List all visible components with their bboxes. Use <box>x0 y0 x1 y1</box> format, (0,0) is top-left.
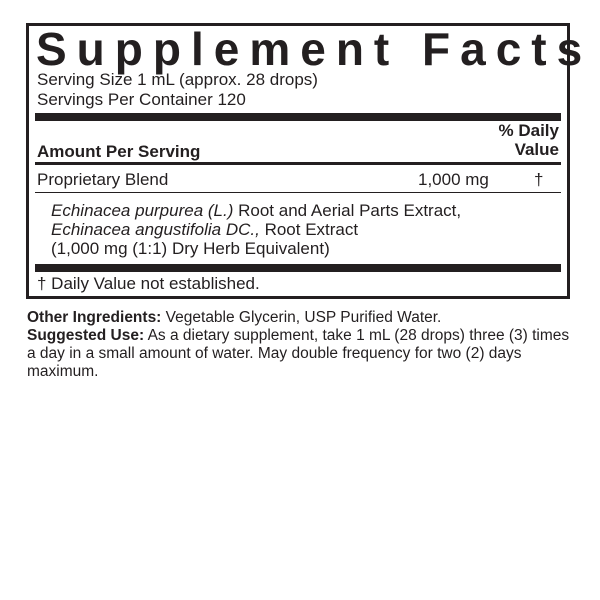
row-daily-value: † <box>534 170 544 189</box>
other-ingredients-text: Vegetable Glycerin, USP Purified Water. <box>161 309 442 326</box>
blend-detail-line1-rest: Root and Aerial Parts Extract, <box>233 201 462 220</box>
other-ingredients-label: Other Ingredients: <box>27 309 162 326</box>
daily-value-header-line1: % Daily <box>498 121 559 140</box>
blend-detail-line3: (1,000 mg (1:1) Dry Herb Equivalent) <box>51 239 330 258</box>
suggested-use-text: As a dietary supplement, take 1 mL (28 drops) three (3) times a day in a small amount of water. May double frequency for two (2) days maximum. <box>27 327 570 380</box>
suggested-use-label: Suggested Use: <box>27 327 145 344</box>
row-divider <box>35 192 561 193</box>
blend-detail-line1-italic: Echinacea purpurea (L.) <box>51 201 234 220</box>
blend-detail-line1 <box>51 201 461 220</box>
bottom-thick-divider <box>35 264 561 272</box>
header-divider <box>35 162 561 165</box>
supplement-facts-panel <box>26 23 593 299</box>
blend-detail-line2-italic: Echinacea angustifolia DC., <box>51 220 260 239</box>
serving-size: Serving Size 1 mL (approx. 28 drops) <box>37 70 318 89</box>
footnote: † Daily Value not established. <box>37 274 260 293</box>
thick-divider <box>35 113 561 121</box>
blend-detail-line2 <box>51 220 358 239</box>
other-ingredients <box>27 309 577 327</box>
row-amount: 1,000 mg <box>418 170 489 189</box>
daily-value-header <box>469 121 559 159</box>
blend-detail-line2-rest: Root Extract <box>259 220 359 239</box>
panel-title: Supplement Facts <box>36 23 593 75</box>
row-name: Proprietary Blend <box>37 170 169 189</box>
servings-per-container: Servings Per Container 120 <box>37 90 246 109</box>
suggested-use <box>27 327 577 381</box>
daily-value-header-line2: Value <box>514 140 559 159</box>
amount-per-serving-header: Amount Per Serving <box>37 142 201 161</box>
